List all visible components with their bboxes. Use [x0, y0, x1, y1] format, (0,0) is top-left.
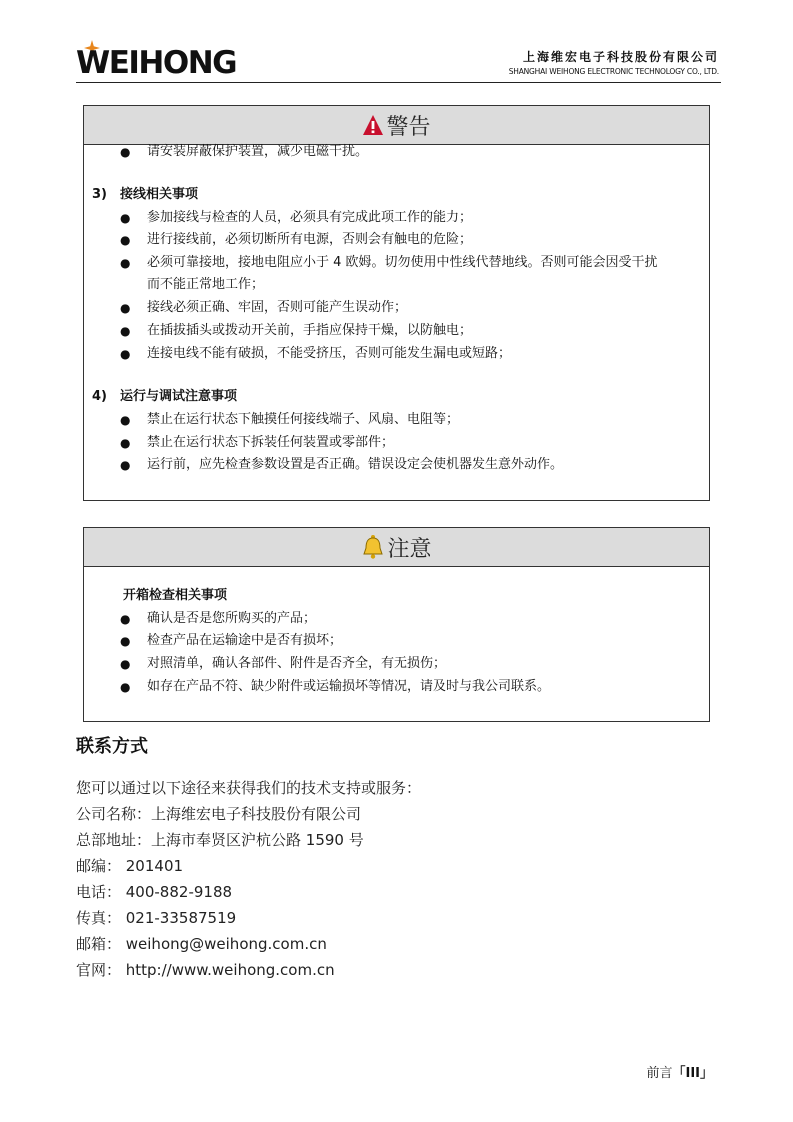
contact-phone: 电话： 400-882-9188 [76, 883, 233, 901]
bell-icon [361, 534, 385, 560]
notice-title: 注意 [387, 536, 432, 562]
bullet-icon: ● [120, 634, 131, 648]
bullet-icon: ● [120, 436, 131, 450]
bullet-icon: ● [120, 211, 131, 225]
list-item: 接线必须正确、牢固，否则可能产生误动作； [147, 300, 408, 315]
contact-fax: 传真： 021-33587519 [76, 909, 237, 927]
section-heading [92, 186, 198, 204]
warning-triangle-icon [362, 114, 384, 136]
list-item: 在插拔插头或拨动开关前，手指应保持干燥，以防触电； [147, 323, 473, 338]
bullet-icon: ● [120, 458, 131, 472]
bullet-icon: ● [120, 324, 131, 338]
company-name-en: SHANGHAI WEIHONG ELECTRONIC TECHNOLOGY CO., LTD. [508, 67, 719, 76]
bullet-icon: ● [120, 347, 131, 361]
section-title: 开箱检查相关事项 [123, 588, 228, 603]
company-name-cn: 上海维宏电子科技股份有限公司 [522, 50, 719, 64]
list-item: 如存在产品不符、缺少附件或运输损坏等情况，请及时与我公司联系。 [147, 679, 551, 694]
notice-box-header [84, 528, 709, 567]
contact-postcode: 邮编： 201401 [76, 857, 184, 875]
bullet-icon: ● [120, 233, 131, 247]
list-item: 连接电线不能有破损，不能受挤压，否则可能发生漏电或短路； [147, 346, 512, 361]
list-item: 进行接线前，必须切断所有电源，否则会有触电的危险； [147, 232, 473, 247]
bullet-icon: ● [120, 657, 131, 671]
bullet-icon: ● [120, 145, 131, 159]
list-item: 禁止在运行状态下拆装任何装置或零部件； [147, 435, 395, 450]
contact-website[interactable]: 官网： http://www.weihong.com.cn [76, 961, 335, 979]
list-item: 参加接线与检查的人员，必须具有完成此项工作的能力； [147, 210, 473, 225]
page-number: 「III」 [672, 1066, 713, 1081]
bullet-icon: ● [120, 256, 131, 270]
section-heading [92, 388, 237, 406]
logo-text: WEIHONG [76, 45, 237, 81]
list-item: 运行前，应先检查参数设置是否正确。错误设定会使机器发生意外动作。 [147, 457, 564, 472]
section-title: 接线相关事项 [120, 187, 199, 202]
list-item: 禁止在运行状态下触摸任何接线端子、风扇、电阻等； [147, 412, 460, 427]
page-footer [646, 1062, 713, 1081]
list-item: 对照清单，确认各部件、附件是否齐全，有无损伤； [147, 656, 447, 671]
contact-email[interactable]: 邮箱： weihong@weihong.com.cn [76, 935, 327, 953]
footer-section: 前言 [646, 1066, 673, 1081]
list-item: 确认是否是您所购买的产品； [147, 611, 317, 626]
warning-title: 警告 [386, 114, 431, 140]
contact-address: 总部地址：上海市奉贤区沪杭公路 1590 号 [76, 831, 364, 849]
contact-intro: 您可以通过以下途径来获得我们的技术支持或服务： [76, 779, 422, 797]
header-divider [76, 82, 721, 83]
list-item-continuation: 而不能正常地工作； [147, 277, 265, 292]
bullet-icon: ● [120, 612, 131, 626]
page-header [76, 40, 721, 86]
contact-heading: 联系方式 [76, 736, 148, 757]
warning-lead-item: 请安装屏蔽保护装置，减少电磁干扰。 [147, 144, 369, 159]
section-number: 4) [92, 389, 107, 404]
bullet-icon: ● [120, 301, 131, 315]
section-title: 运行与调试注意事项 [120, 389, 238, 404]
contact-company: 公司名称：上海维宏电子科技股份有限公司 [76, 805, 362, 823]
section-number: 3) [92, 187, 107, 202]
list-item: 检查产品在运输途中是否有损坏； [147, 633, 343, 648]
warning-box-header [84, 106, 709, 145]
list-item: 必须可靠接地，接地电阻应小于 4 欧姆。切勿使用中性线代替地线。否则可能会因受干扰 [147, 255, 658, 270]
bullet-icon: ● [120, 680, 131, 694]
bullet-icon: ● [120, 413, 131, 427]
